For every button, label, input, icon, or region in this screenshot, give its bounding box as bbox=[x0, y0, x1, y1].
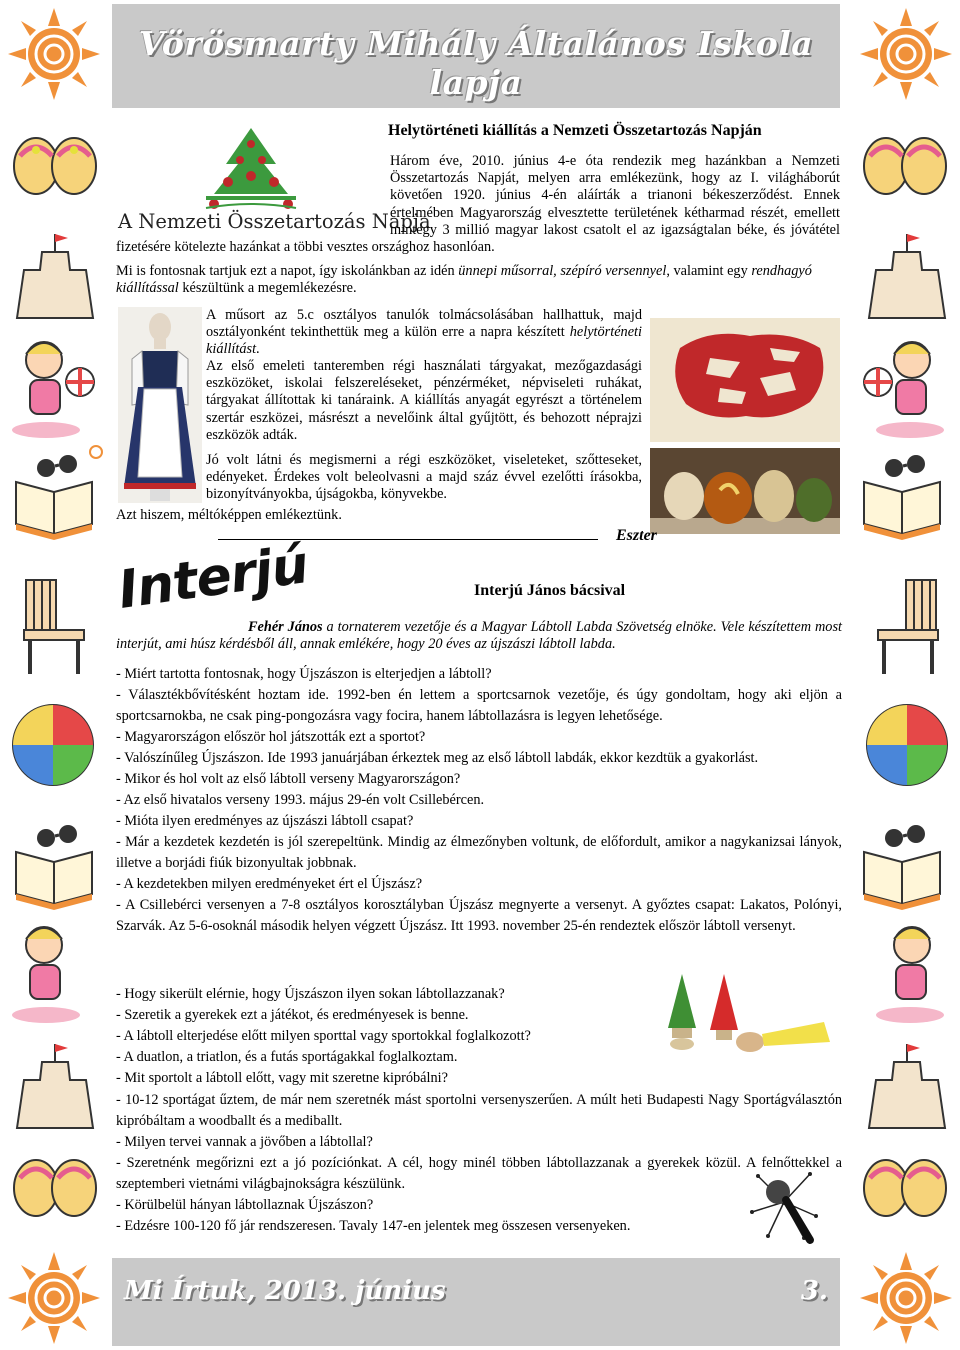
p3-text-italic: helytörténeti kiállítást bbox=[206, 324, 642, 358]
beach-ball-icon bbox=[8, 700, 98, 790]
beach-girl-icon bbox=[856, 915, 952, 1025]
article2-title: Interjú János bácsival bbox=[474, 582, 626, 599]
p2-text-a: Mi is fontosnak tartjuk ezt a napot, így iskolánkban az idén bbox=[116, 263, 459, 279]
beach-ball-icon bbox=[862, 700, 952, 790]
beach-chair-icon bbox=[866, 570, 946, 678]
article1-paragraph-1-start bbox=[116, 153, 840, 256]
sun-icon bbox=[6, 6, 102, 102]
beach-girl-icon bbox=[856, 330, 952, 440]
sandals-icon bbox=[858, 1150, 954, 1220]
interview-line: - A Csillebérci versenyen a 7-8 osztályos korosztályban Újszász megnyerte a versenyt. A győztes csapat: Lakatos, Polónyi, Szarvák. Az 5-6-osoknál második helyen végzett Újszász. Itt 1993. november 25-én rendeztek először lábtoll versenyt. bbox=[116, 897, 842, 934]
interview-line: - Az első hivatalos verseny 1993. május 29-én volt Csillebércen. bbox=[116, 792, 485, 808]
beach-girl-icon bbox=[6, 330, 102, 440]
article1-title: Helytörténeti kiállítás a Nemzeti Összetartozás Napján bbox=[388, 122, 762, 139]
newspaper-title: Vörösmarty Mihály Általános Iskola lapja bbox=[138, 24, 814, 102]
p3-text-c: . bbox=[256, 341, 260, 358]
book-sunglasses-icon bbox=[6, 812, 106, 912]
interview-line: - Mit sportolt a lábtoll előtt, vagy mit szeretne kipróbálni? bbox=[116, 1070, 448, 1086]
book-sunglasses-icon bbox=[854, 442, 954, 542]
folk-costume-photo bbox=[118, 307, 202, 503]
interview-line: - Körülbelül hányan lábtollaznak Újszászon? bbox=[116, 1197, 374, 1213]
shuttlecock-photo bbox=[654, 968, 842, 1060]
historic-map-photo bbox=[650, 318, 840, 442]
p2-text-e: készültünk a megemlékezésre. bbox=[178, 280, 357, 297]
interview-line: - Mikor és hol volt az első lábtoll verseny Magyarországon? bbox=[116, 771, 461, 787]
p2-text-c: , valamint egy bbox=[666, 263, 752, 279]
p2-text-italic-2: rendhagyó kiállítással bbox=[116, 263, 812, 297]
logo-caption: A Nemzeti Összetartozás Napja bbox=[118, 210, 431, 233]
article1-paragraph-4: Az első emeleti tanteremben régi használati tárgyakat, mezőgazdasági eszközöket, iskolai felszereléseket, pénzérméket, népviseleti ruhákat, tárgyakat állítottak ki tanáraink. A kiállítás anyagát egyrészt a történelem szertár eszközei, másrészt a nevelőink által gyűjtött, és behozott néprajzi eszközök adták. bbox=[206, 358, 642, 443]
logo-spacer bbox=[116, 153, 390, 239]
sandcastle-icon bbox=[864, 230, 950, 320]
sun-icon bbox=[6, 1250, 102, 1346]
interview-logo: Interjú bbox=[114, 535, 312, 621]
interview-line: - Hogy sikerült elérnie, hogy Újszászon ilyen sokan lábtollazzanak? bbox=[116, 986, 505, 1002]
interview-line: - A duatlon, a triatlon, és a futás sportágakkal foglalkoztam. bbox=[116, 1049, 458, 1065]
article2-intro bbox=[116, 619, 842, 653]
interview-line: - Már a kezdetek kezdetén is jól szerepeltünk. Mindig az élmezőnyben voltunk, de előfordult, amikor a nagykanizsai lányok, illetve a borjádi fiúk bizonyultak jobbnak. bbox=[116, 834, 842, 871]
article2-intro-text: a tornaterem vezetője és a Magyar Lábtoll Labda Szövetség elnöke. Vele készítettem most interjút, ami húsz kérdésből áll, annak emlékére, hogy 20 éves az újszászi lábtoll labda. bbox=[116, 619, 842, 653]
article1-paragraph-5: Jó volt látni és megismerni a régi eszközöket, viseleteket, szőtteseket, edényeket. Érdekes volt beleolvasni a majd száz évvel ezelőtti írásokba, bizonyítványokba, újságokba, könyvekbe. bbox=[206, 452, 642, 503]
sandals-icon bbox=[8, 1150, 104, 1220]
book-sunglasses-icon bbox=[854, 812, 954, 912]
sun-icon bbox=[858, 6, 954, 102]
interview-line: - Szeretnénk megőrizni ezt a jó pozíciónkat. A cél, hogy minél többen lábtollazzanak a gyerekek közül. A felnőttekkel a szeptemberi vietnámi világbajnokságra készülünk. bbox=[116, 1155, 842, 1192]
interview-line: - 10-12 sportágat űztem, de már nem szeretnék mást sportolni versenyszerűen. A múlt heti Budapesti Nagy Sportágválasztón kipróbáltam a woodballt és a mediballt. bbox=[116, 1092, 842, 1129]
book-sunglasses-icon bbox=[6, 442, 106, 542]
pottery-photo bbox=[650, 448, 840, 534]
sandals-icon bbox=[8, 128, 104, 198]
sandcastle-icon bbox=[864, 1040, 950, 1130]
sandals-icon bbox=[858, 128, 954, 198]
header-banner bbox=[112, 4, 840, 108]
beach-chair-icon bbox=[16, 570, 96, 678]
interview-block-2b bbox=[116, 1090, 842, 1237]
interview-block-2a bbox=[116, 984, 656, 1089]
sandcastle-icon bbox=[12, 1040, 98, 1130]
article1-paragraph-2 bbox=[116, 263, 840, 297]
interviewee-name: Fehér János bbox=[248, 619, 323, 635]
issue-label: Mi Írtuk, 2013. június bbox=[124, 1276, 446, 1306]
sun-icon bbox=[858, 1250, 954, 1346]
footer-banner bbox=[112, 1258, 840, 1346]
interview-line: - Magyarországon először hol játszották ezt a sportot? bbox=[116, 729, 426, 745]
article1-signature: Eszter bbox=[616, 527, 657, 544]
sandcastle-icon bbox=[12, 230, 98, 320]
interview-line: - Milyen tervei vannak a jövőben a lábtollal? bbox=[116, 1134, 373, 1150]
interview-line: - Miért tartotta fontosnak, hogy Újszászon is elterjedjen a lábtoll? bbox=[116, 666, 492, 682]
p3-text-a: A műsort az 5.c osztályos tanulók tolmácsolásában hallhattuk, majd osztályonként tekinthettük meg a külön erre a napra készített bbox=[206, 307, 642, 341]
page-number: 3. bbox=[800, 1276, 828, 1306]
microphone-icon bbox=[738, 1156, 830, 1248]
interview-block-1 bbox=[116, 664, 842, 937]
interview-line: - Mióta ilyen eredményes az újszászi lábtoll csapat? bbox=[116, 813, 414, 829]
interview-line: - A lábtoll elterjedése előtt milyen sporttal vagy sportokkal foglalkozott? bbox=[116, 1028, 531, 1044]
interview-line: - Választékbővítésként hoztam ide. 1992-ben én lettem a sportcsarnok vezetője, és úgy gondoltam, hogy aki eljön a sportcsarnokba, ne csak ping-pongozásra vagy focira, hanem lábtollazásra is legyen lehetősége. bbox=[116, 687, 842, 724]
interview-line: - Szeretik a gyerekek ezt a játékot, és eredményesek is benne. bbox=[116, 1007, 469, 1023]
article1-p1-text: Három éve, 2010. június 4-e óta rendezik meg hazánkban a Nemzeti Összetartozás Napját, melyen arra emlékezünk, hogy az I. világháborút követően 1920. június 4-én aláírták a trianoni békeszerződést. Ennek értelmében Magyarország elvesztette területének kétharmad részét, emellett mintegy 3 millió magyar lakost csatolt el az igazságtalan béke, és jóvátétel fizetésére kötelezte hazánkat a többi vesztes országhoz hasonlóan. bbox=[116, 153, 840, 256]
interview-line: - A kezdetekben milyen eredményeket ért el Újszász? bbox=[116, 876, 423, 892]
beach-girl-icon bbox=[6, 915, 102, 1025]
interview-line: - Valószínűleg Újszászon. Ide 1993 januárjában érkeztek meg az első lábtoll labdák, ekkor kezdtük a gyakorlást. bbox=[116, 750, 759, 766]
article1-paragraph-3 bbox=[206, 307, 642, 359]
interview-line: - Edzésre 100-120 fő jár rendszeresen. Tavaly 147-en jelentek meg összesen versenyeken. bbox=[116, 1218, 631, 1234]
p2-text-italic-1: ünnepi műsorral, szépíró versennyel bbox=[458, 263, 667, 279]
article1-closing: Azt hiszem, méltóképpen emlékeztünk. bbox=[116, 507, 342, 523]
